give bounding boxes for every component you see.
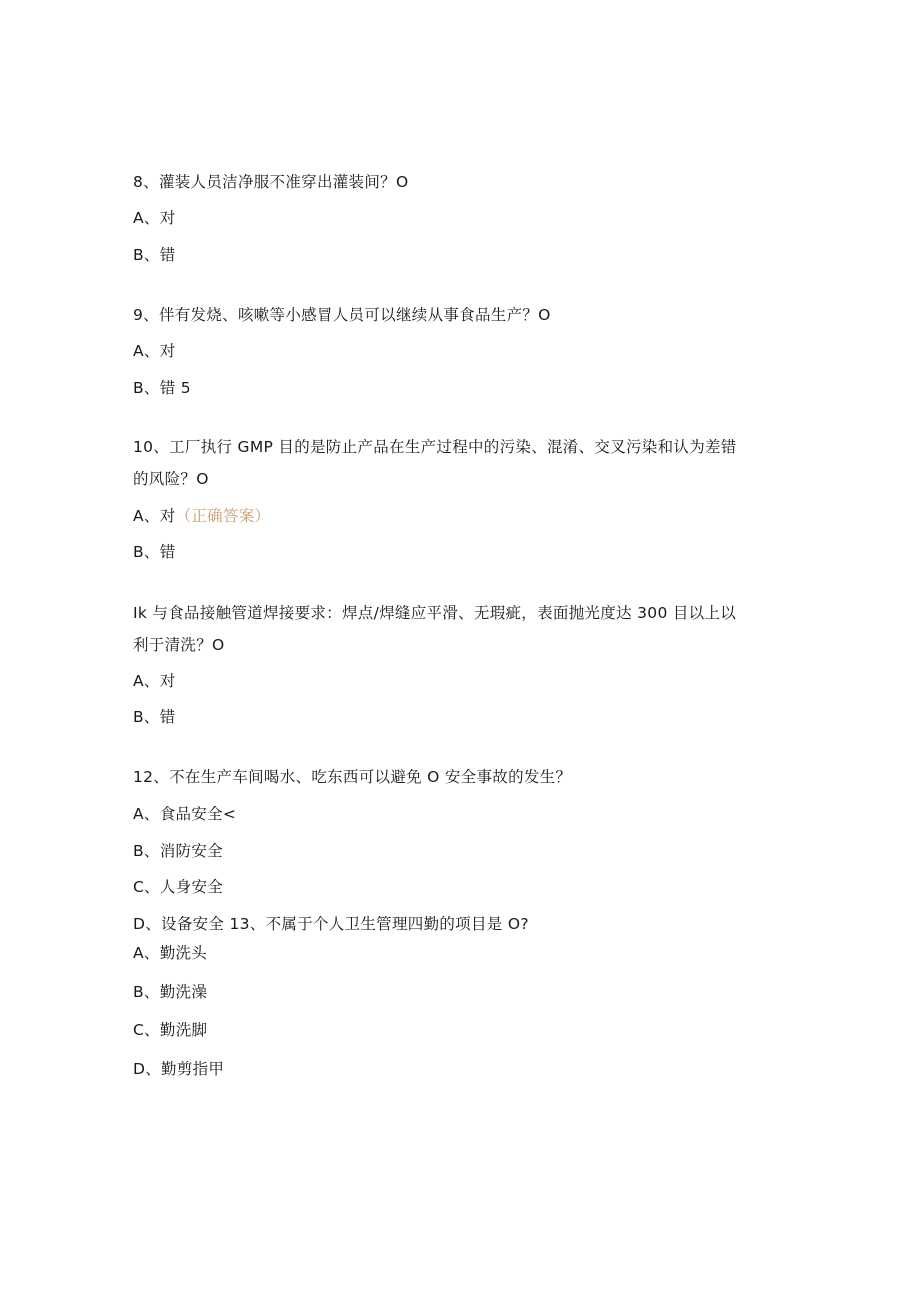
question-stem-line-1: Ik 与食品接触管道焊接要求：焊点/焊缝应平滑、无瑕疵，表面抛光度达 300 目以上以 — [133, 604, 737, 622]
option-b: B、勤洗澡 — [133, 983, 208, 1001]
option-b: B、错 — [133, 543, 176, 561]
question-stem-line-2: 利于清洗？O — [133, 636, 225, 654]
question-stem: 8、灌装人员洁净服不准穿出灌装间？O — [133, 173, 409, 191]
option-a: A、对 — [133, 672, 176, 690]
option-d: D、设备安全 13、不属于个人卫生管理四勤的项目是 O? — [133, 915, 529, 933]
option-c: C、人身安全 — [133, 878, 224, 896]
question-stem: 9、伴有发烧、咳嗽等小感冒人员可以继续从事食品生产？O — [133, 306, 551, 324]
option-a: A、对 — [133, 209, 176, 227]
question-stem-line-2: 的风险？O — [133, 470, 209, 488]
option-a-label: A、对 — [133, 507, 176, 525]
option-b: B、消防安全 — [133, 842, 223, 860]
question-stem-line-1: 10、工厂执行 GMP 目的是防止产品在生产过程中的污染、混淆、交叉污染和认为差错 — [133, 438, 737, 456]
option-c: C、勤洗脚 — [133, 1021, 208, 1039]
option-a: A、对 — [133, 342, 176, 360]
correct-answer-hint: （正确答案） — [175, 507, 271, 525]
option-a: A、食品安全< — [133, 805, 237, 823]
option-a: A、勤洗头 — [133, 944, 208, 962]
option-b: B、错 — [133, 708, 176, 726]
question-stem: 12、不在生产车间喝水、吃东西可以避免 O 安全事故的发生？ — [133, 768, 572, 786]
option-d: D、勤剪指甲 — [133, 1060, 225, 1078]
option-a — [133, 506, 790, 526]
option-b: B、错 5 — [133, 379, 191, 397]
option-b: B、错 — [133, 246, 176, 264]
